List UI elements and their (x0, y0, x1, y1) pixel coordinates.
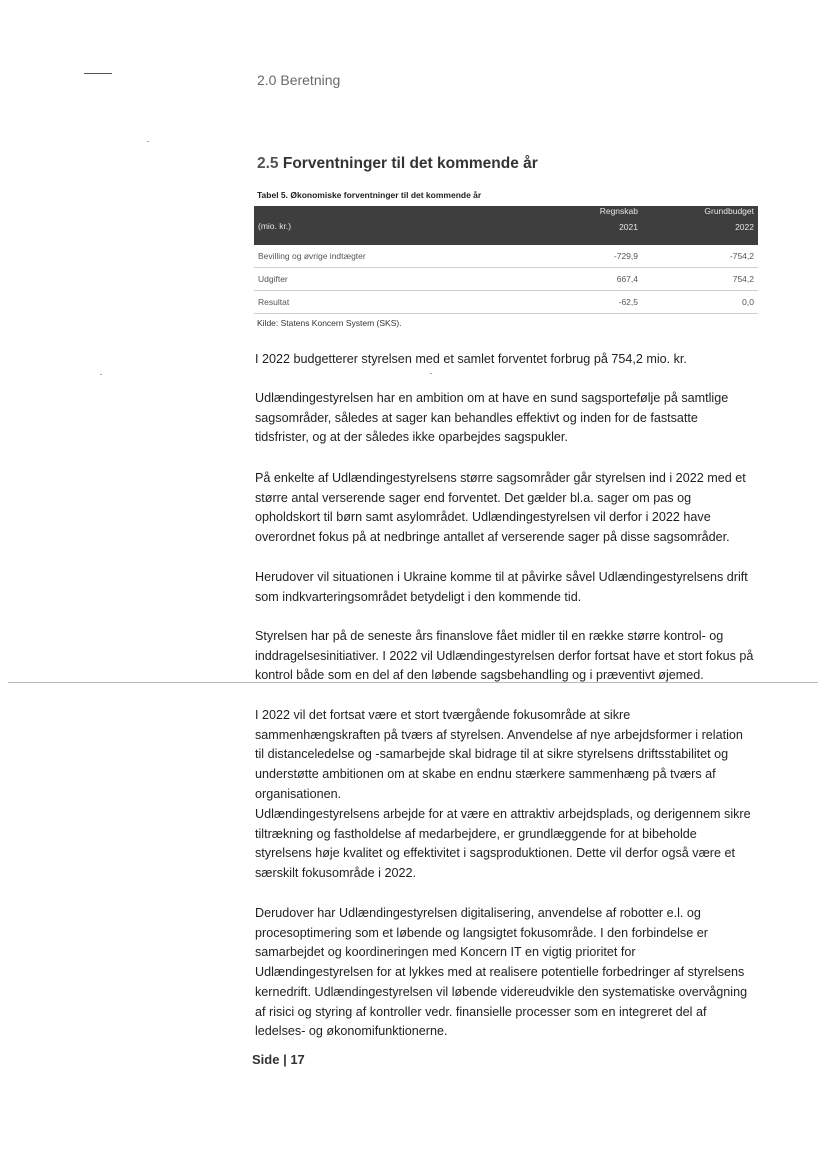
column-year: 2021 (619, 222, 638, 232)
column-label: Grundbudget (704, 206, 754, 216)
section-title-text: Forventninger til det kommende år (282, 155, 538, 172)
scan-speck (147, 141, 149, 142)
scan-speck (100, 374, 102, 375)
table-unit-label: (mio. kr.) (254, 206, 529, 245)
column-label: Regnskab (599, 206, 638, 216)
paragraph: Derudover har Udlændingestyrelsen digitalisering, anvendelse af robotter e.l. og procesoptimering som et løbende og langsigtet fokusområde. I den forbindelse er samarbejdet og koordineringen med Koncern IT en vigtig prioritet for Udlændingestyrelsen for at lykkes med at realisere potentielle forbedringer af styrelsens kernedrift. Udlændingestyrelsen vil løbende videreudvikle den systematiske overvågning af risici og styring af kontroller vedr. finansielle processer som en integreret del af ledelses- og økonomifunktionerne. (255, 906, 748, 1039)
paragraph: Udlændingestyrelsens arbejde for at være en attraktiv arbejdsplads, og derigennem sikre tiltrækning og fastholdelse af medarbejdere, er grundlæggende for at bibeholde styrelsens høje kvalitet og effektivitet i sagsproduktionen. Dette vil derfor også være et særskilt fokusområde i 2022. (255, 807, 751, 881)
row-label: Udgifter (254, 268, 529, 291)
table-caption: Tabel 5. Økonomiske forventninger til det kommende år (257, 190, 482, 200)
row-label: Resultat (254, 291, 529, 314)
row-value-2022: -754,2 (642, 245, 758, 268)
paragraph: På enkelte af Udlændingestyrelsens større sagsområder går styrelsen ind i 2022 med et større antal verserende sager end forventet. Det gælder bl.a. sager om pas og opholdskort til børn samt asylområdet. Udlændingestyrelsen vil derfor i 2022 have overordnet fokus på at nedbringe antallet af verserende sager på disse sagsområder. (255, 471, 746, 545)
section-title (257, 155, 538, 173)
scan-artifact-mark (84, 73, 112, 74)
row-value-2021: 667,4 (529, 268, 642, 291)
table-column-header (529, 206, 642, 245)
paragraph: I 2022 vil det fortsat være et stort tværgående fokusområde at sikre sammenhængskraften på tværs af styrelsen. Anvendelse af nye arbejdsformer i relation til distanceledelse og -samarbejde skal bidrage til at sikre styrelsens driftsstabilitet og understøtte ambitionen om at skabe en endnu stærkere sammenhæng på tværs af organisationen. (255, 708, 743, 801)
scan-speck (430, 373, 432, 374)
paragraph: I 2022 budgetterer styrelsen med et samlet forventet forbrug på 754,2 mio. kr. (255, 352, 687, 366)
table-column-header (642, 206, 758, 245)
paragraph: Herudover vil situationen i Ukraine komme til at påvirke såvel Udlændingestyrelsens drift som indkvarteringsområdet betydeligt i den kommende tid. (255, 570, 748, 604)
row-value-2022: 754,2 (642, 268, 758, 291)
page-number: Side | 17 (252, 1052, 305, 1067)
table-header-row (254, 206, 758, 245)
row-value-2021: -729,9 (529, 245, 642, 268)
table-row (254, 268, 758, 291)
paragraph: Udlændingestyrelsen har en ambition om at have en sund sagsportefølje på samtlige sagsområder, således at sager kan behandles effektivt og inden for de fastsatte tidsfrister, og at der således ikke oparbejdes sagspukler. (255, 391, 729, 445)
table-source: Kilde: Statens Koncern System (SKS). (257, 318, 402, 328)
section-number: 2.5 (257, 155, 279, 172)
budget-table (254, 206, 758, 314)
row-label: Bevilling og øvrige indtægter (254, 245, 529, 268)
table-row (254, 245, 758, 268)
row-value-2022: 0,0 (642, 291, 758, 314)
table-row (254, 291, 758, 314)
row-value-2021: -62,5 (529, 291, 642, 314)
paragraph: Styrelsen har på de seneste års finanslove fået midler til en række større kontrol- og inddragelsesinitiativer. I 2022 vil Udlændingestyrelsen derfor fortsat have et stort fokus på kontrol både som en del af den løbende sagsbehandling og i præventivt øjemed. (255, 629, 754, 683)
page-header-section: 2.0 Beretning (257, 72, 341, 88)
column-year: 2022 (735, 222, 754, 232)
